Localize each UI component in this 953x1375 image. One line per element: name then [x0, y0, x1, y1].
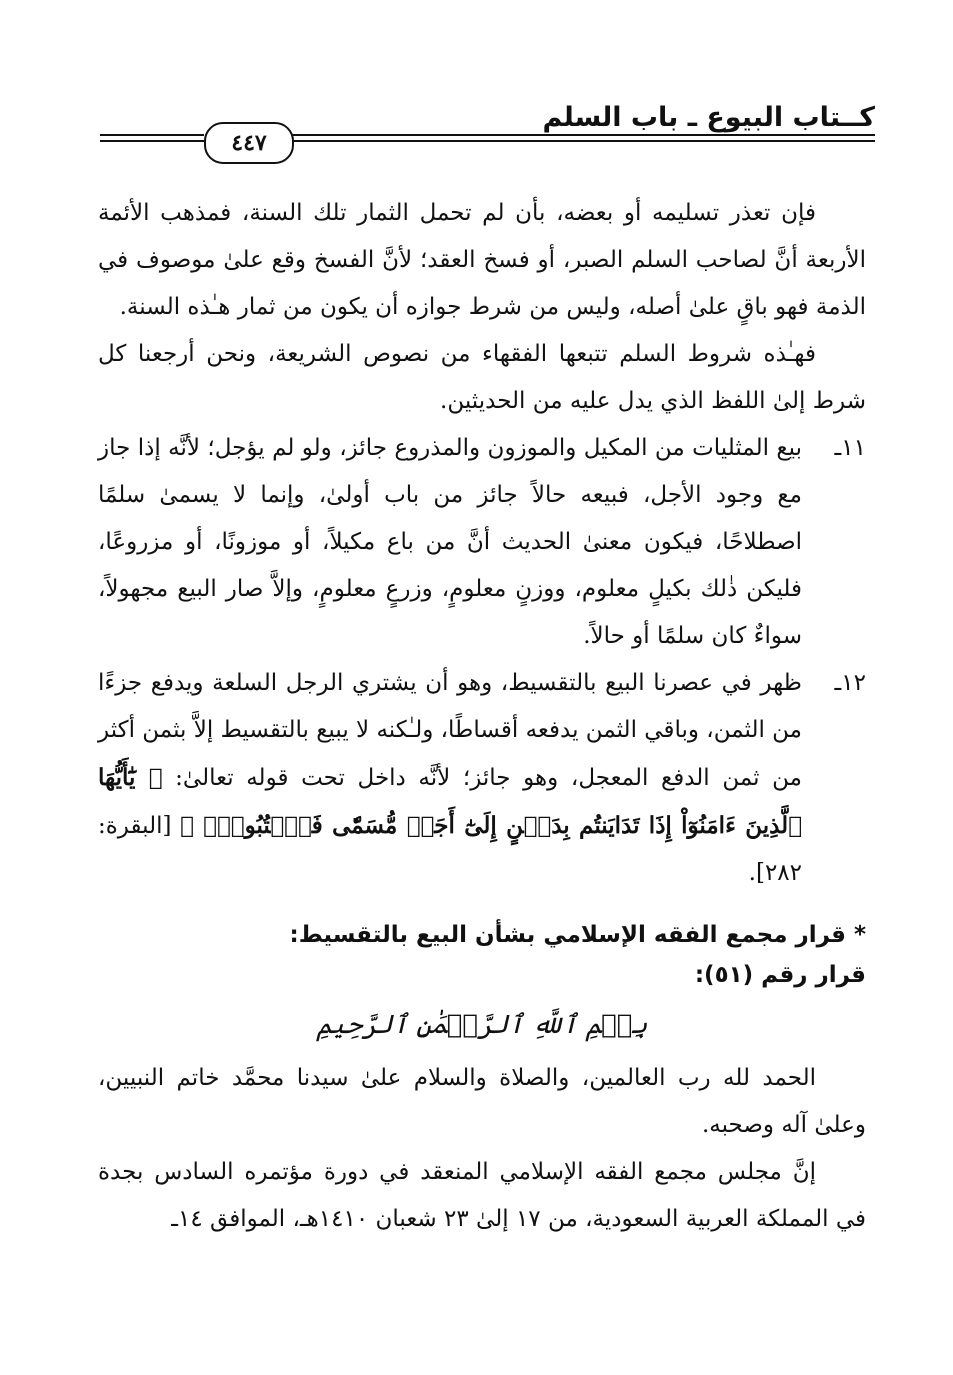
- page-header: [100, 96, 875, 156]
- header-rule-left-2: [100, 140, 204, 142]
- page-number: ٤٤٧: [204, 122, 294, 164]
- item-number: ١١ـ: [834, 435, 866, 461]
- resolution-number: قرار رقم (٥١):: [694, 962, 866, 988]
- resolution-paragraph-1: الحمد لله رب العالمين، والصلاة والسلام علىٰ سيدنا محمَّد خاتم النبيين، وعلىٰ آله وصحبه.: [98, 1065, 866, 1138]
- verse-reference: [البقرة: ٢٨٢].: [98, 813, 802, 886]
- paragraph-2: فهـٰذه شروط السلم تتبعها الفقهاء من نصوص الشريعة، ونحن أرجعنا كل شرط إلىٰ اللفظ الذي يدل عليه من الحديثين.: [98, 341, 866, 414]
- header-rule-right-2: [290, 140, 875, 142]
- page-body: [98, 190, 866, 1243]
- list-item-11: [98, 425, 866, 660]
- item-text: بيع المثليات من المكيل والموزون والمذروع جائز، ولو لم يؤجل؛ لأنَّه إذا جاز مع وجود الأجل، فبيعه حالاً جائز من باب أولىٰ، وإنما لا يسمىٰ سلمًا اصطلاحًا، فيكون معنىٰ الحديث أنَّ من باع مكيلاً، أو موزونًا، أو مزروعًا، فليكن ذٰلك بكيلٍ معلوم، ووزنٍ معلومٍ، وزرعٍ معلومٍ، وإلاَّ صار البيع مجهولاً، سواءٌ كان سلمًا أو حالاً.: [98, 435, 802, 649]
- paragraph-1: فإن تعذر تسليمه أو بعضه، بأن لم تحمل الثمار تلك السنة، فمذهب الأئمة الأربعة أنَّ لصاحب السلم الصبر، أو فسخ العقد؛ لأنَّ الفسخ وقع علىٰ موصوف في الذمة فهو باقٍ علىٰ أصله، وليس من شرط جوازه أن يكون من ثمار هـٰذه السنة.: [98, 200, 866, 320]
- resolution-paragraph-2: إنَّ مجلس مجمع الفقه الإسلامي المنعقد في دورة مؤتمره السادس بجدة في المملكة العربية السعودية، من ١٧ إلىٰ ٢٣ شعبان ١٤١٠هـ، الموافق ١٤ـ: [98, 1159, 866, 1232]
- basmala: بِسۡمِ ٱللَّهِ ٱلرَّحۡمَٰنِ ٱلرَّحِيمِ: [316, 1010, 648, 1040]
- header-rule-left: [100, 134, 204, 136]
- list-item-12: [98, 660, 866, 897]
- running-title: كــتاب البيوع ـ باب السلم: [542, 102, 875, 133]
- header-rule-right: [290, 134, 875, 136]
- resolution-heading: * قرار مجمع الفقه الإسلامي بشأن البيع بالتقسيط:: [289, 922, 866, 948]
- item-text: ظهر في عصرنا البيع بالتقسيط، وهو أن يشتري الرجل السلعة ويدفع جزءًا من الثمن، وباقي الثمن يدفعه أقساطًا، ولـٰكنه لا يبيع بالتقسيط إلاَّ بثمن أكثر من ثمن الدفع المعجل، وهو جائز؛ لأنَّه داخل تحت قوله تعالىٰ:: [98, 670, 802, 791]
- item-number: ١٢ـ: [834, 670, 866, 696]
- quran-verse: ﴿ يَٰٓأَيُّهَا ٱلَّذِينَ ءَامَنُوٓاْ إِذَا تَدَايَنتُم بِدَيۡنٍ إِلَىٰٓ أَجَلٖ مُّسَمّٗى فَٱكۡتُبُوهُۚ ﴾: [98, 764, 802, 839]
